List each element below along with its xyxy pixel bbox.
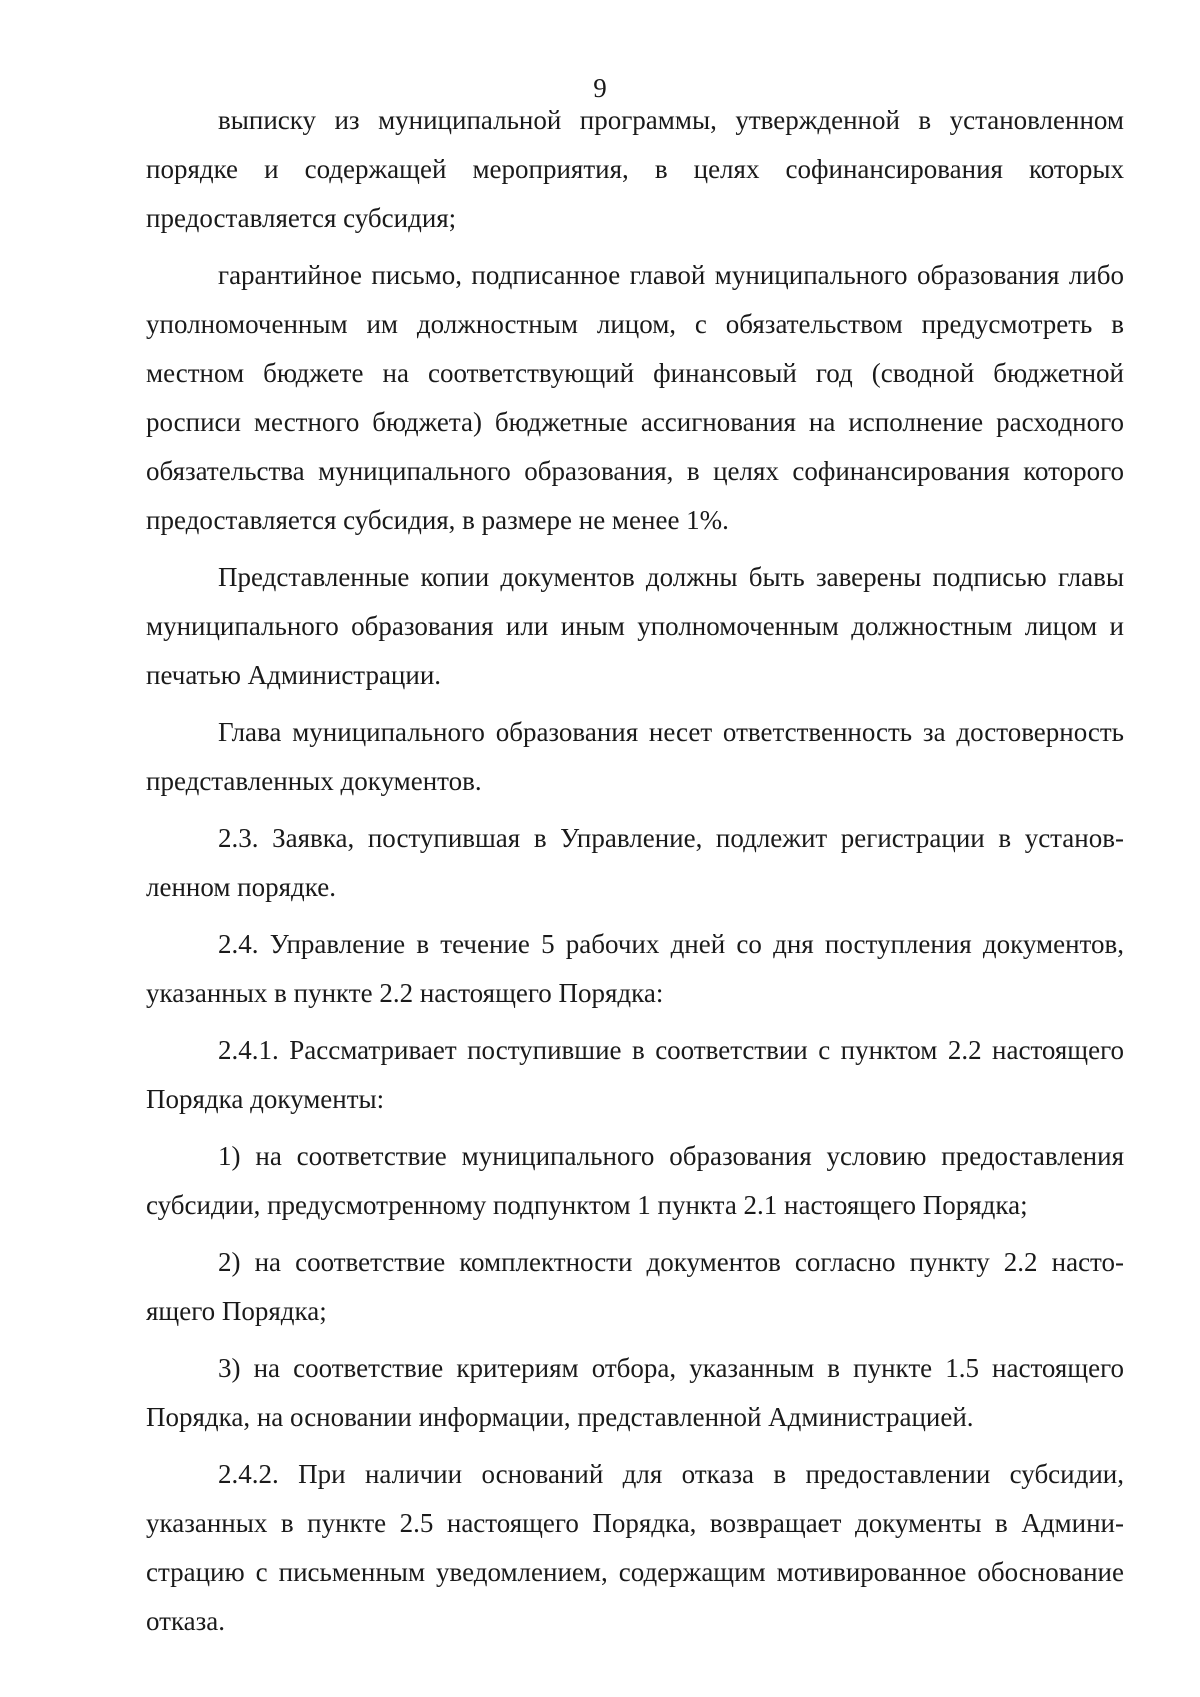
document-body [146,96,1124,1654]
paragraph-2-3: 2.3. Заявка, поступившая в Управление, подлежит регистрации в установленном порядке. [146,823,1124,902]
paragraph-2-4-1: 2.4.1. Рассматривает поступившие в соответствии с пунктом 2.2 настоящего Порядка документы: [146,1035,1124,1114]
paragraph-program-extract: выписку из муниципальной программы, утвержденной в установленном порядке и содержащей мероприятия, в целях софинансирования которых предоставляется субсидия; [146,105,1124,233]
paragraph-2-4-2: 2.4.2. При наличии оснований для отказа в предоставлении субсидии, указанных в пункте 2.5 настоящего Порядка, возвращает документы в Администрацию с письменным уведомлением, содержащим мотивированное обоснование отказа. [146,1459,1124,1636]
list-item-2: 2) на соответствие комплектности документов согласно пункту 2.2 настоящего Порядка; [146,1247,1124,1326]
paragraph-head-responsibility: Глава муниципального образования несет ответственность за достоверность представленных документов. [146,717,1124,796]
list-item-3: 3) на соответствие критериям отбора, указанным в пункте 1.5 настоящего Порядка, на основании информации, представленной Администрацией. [146,1353,1124,1432]
page-number: 9 [593,73,607,103]
paragraph-guarantee-letter: гарантийное письмо, подписанное главой муниципального образования либо уполномоченным им должностным лицом, с обязательством предусмотреть в местном бюджете на соответствующий финансовый год (сводной бюджетной росписи местного бюджета) бюджетные ассигнования на исполнение расходного обязательства муниципального образования, в целях софинансирования которого предоставляется субсидия, в размере не менее 1%. [146,260,1124,535]
paragraph-copies-certification: Представленные копии документов должны быть заверены подписью главы муниципального образования или иным уполномоченным должностным лицом и печатью Администрации. [146,562,1124,690]
list-item-1: 1) на соответствие муниципального образования условию предоставления субсидии, предусмотренному подпунктом 1 пункта 2.1 настоящего Порядка; [146,1141,1124,1220]
paragraph-2-4: 2.4. Управление в течение 5 рабочих дней со дня поступления документов, указанных в пункте 2.2 настоящего Порядка: [146,929,1124,1008]
